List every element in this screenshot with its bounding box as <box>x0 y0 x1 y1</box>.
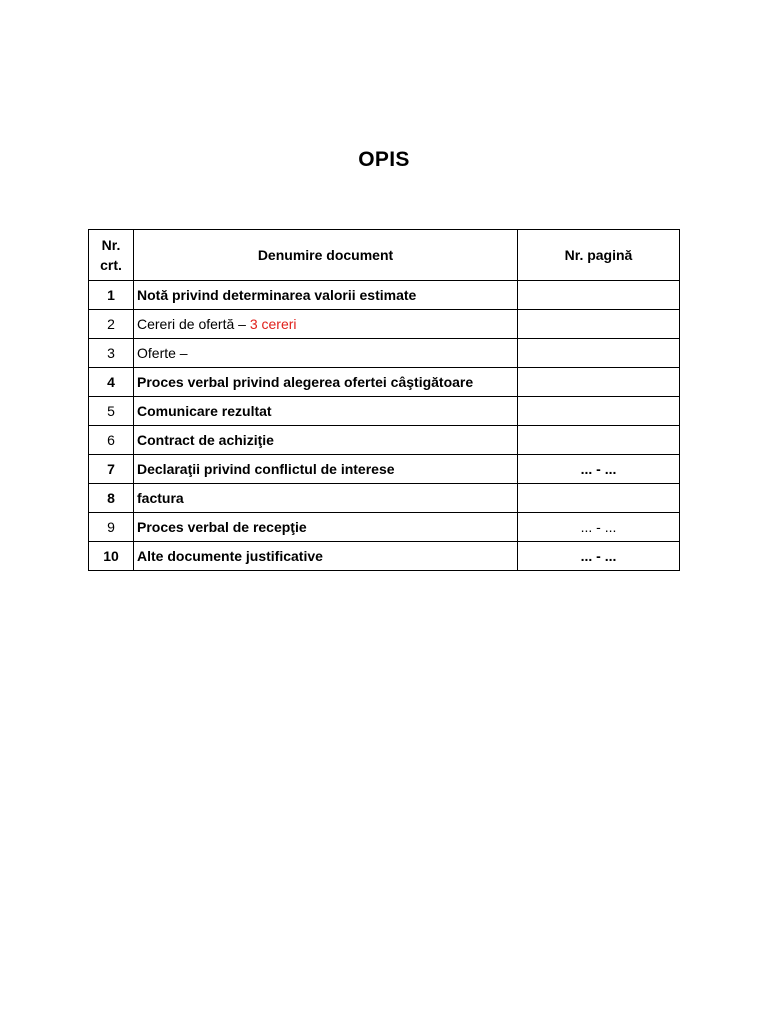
row-number: 1 <box>89 281 134 310</box>
document-name-cell <box>134 281 518 310</box>
document-name: Declaraţii privind conflictul de interese <box>137 461 395 477</box>
page-number-cell <box>518 281 680 310</box>
row-number: 7 <box>89 455 134 484</box>
table-row <box>89 426 680 455</box>
header-nr-line2: crt. <box>100 257 122 273</box>
row-number: 2 <box>89 310 134 339</box>
table-row <box>89 368 680 397</box>
header-nr-line1: Nr. <box>101 237 121 253</box>
document-name: factura <box>137 490 184 506</box>
table-row <box>89 542 680 571</box>
page-number-cell <box>518 397 680 426</box>
row-number: 10 <box>89 542 134 571</box>
table-row <box>89 281 680 310</box>
opis-table <box>88 229 680 571</box>
document-name: Comunicare rezultat <box>137 403 272 419</box>
document-name: Proces verbal privind alegerea ofertei câştigătoare <box>137 374 474 390</box>
document-name-note: 3 cereri <box>249 316 297 332</box>
row-number: 9 <box>89 513 134 542</box>
document-name-cell <box>134 368 518 397</box>
page-number-cell: ... - ... <box>518 542 680 571</box>
document-name: Cereri de ofertă – <box>137 316 250 332</box>
row-number: 6 <box>89 426 134 455</box>
document-name-cell <box>134 310 518 339</box>
row-number: 3 <box>89 339 134 368</box>
page-number-cell: ... - ... <box>518 455 680 484</box>
header-nr-crt <box>89 230 134 281</box>
page-number-cell <box>518 310 680 339</box>
row-number: 8 <box>89 484 134 513</box>
table-body <box>89 281 680 571</box>
document-name-cell <box>134 397 518 426</box>
page-title: OPIS <box>358 148 410 171</box>
table-row <box>89 513 680 542</box>
header-page-number: Nr. pagină <box>518 230 680 281</box>
table-row <box>89 339 680 368</box>
document-name: Contract de achiziţie <box>137 432 274 448</box>
page-number-cell <box>518 368 680 397</box>
document-name: Alte documente justificative <box>137 548 323 564</box>
page-number-cell <box>518 339 680 368</box>
table-header-row <box>89 230 680 281</box>
document-name-cell <box>134 339 518 368</box>
document-name-cell <box>134 542 518 571</box>
page-number-cell <box>518 426 680 455</box>
document-name: Oferte – <box>137 345 188 361</box>
row-number: 5 <box>89 397 134 426</box>
document-name-cell <box>134 426 518 455</box>
document-name: Proces verbal de recepţie <box>137 519 307 535</box>
document-name: Notă privind determinarea valorii estimate <box>137 287 417 303</box>
table-row <box>89 484 680 513</box>
row-number: 4 <box>89 368 134 397</box>
header-document-name: Denumire document <box>134 230 518 281</box>
document-name-cell <box>134 484 518 513</box>
table-row <box>89 310 680 339</box>
document-name-cell <box>134 455 518 484</box>
table-row <box>89 455 680 484</box>
page-number-cell <box>518 484 680 513</box>
table-row <box>89 397 680 426</box>
page-number-cell: ... - ... <box>518 513 680 542</box>
document-name-cell <box>134 513 518 542</box>
